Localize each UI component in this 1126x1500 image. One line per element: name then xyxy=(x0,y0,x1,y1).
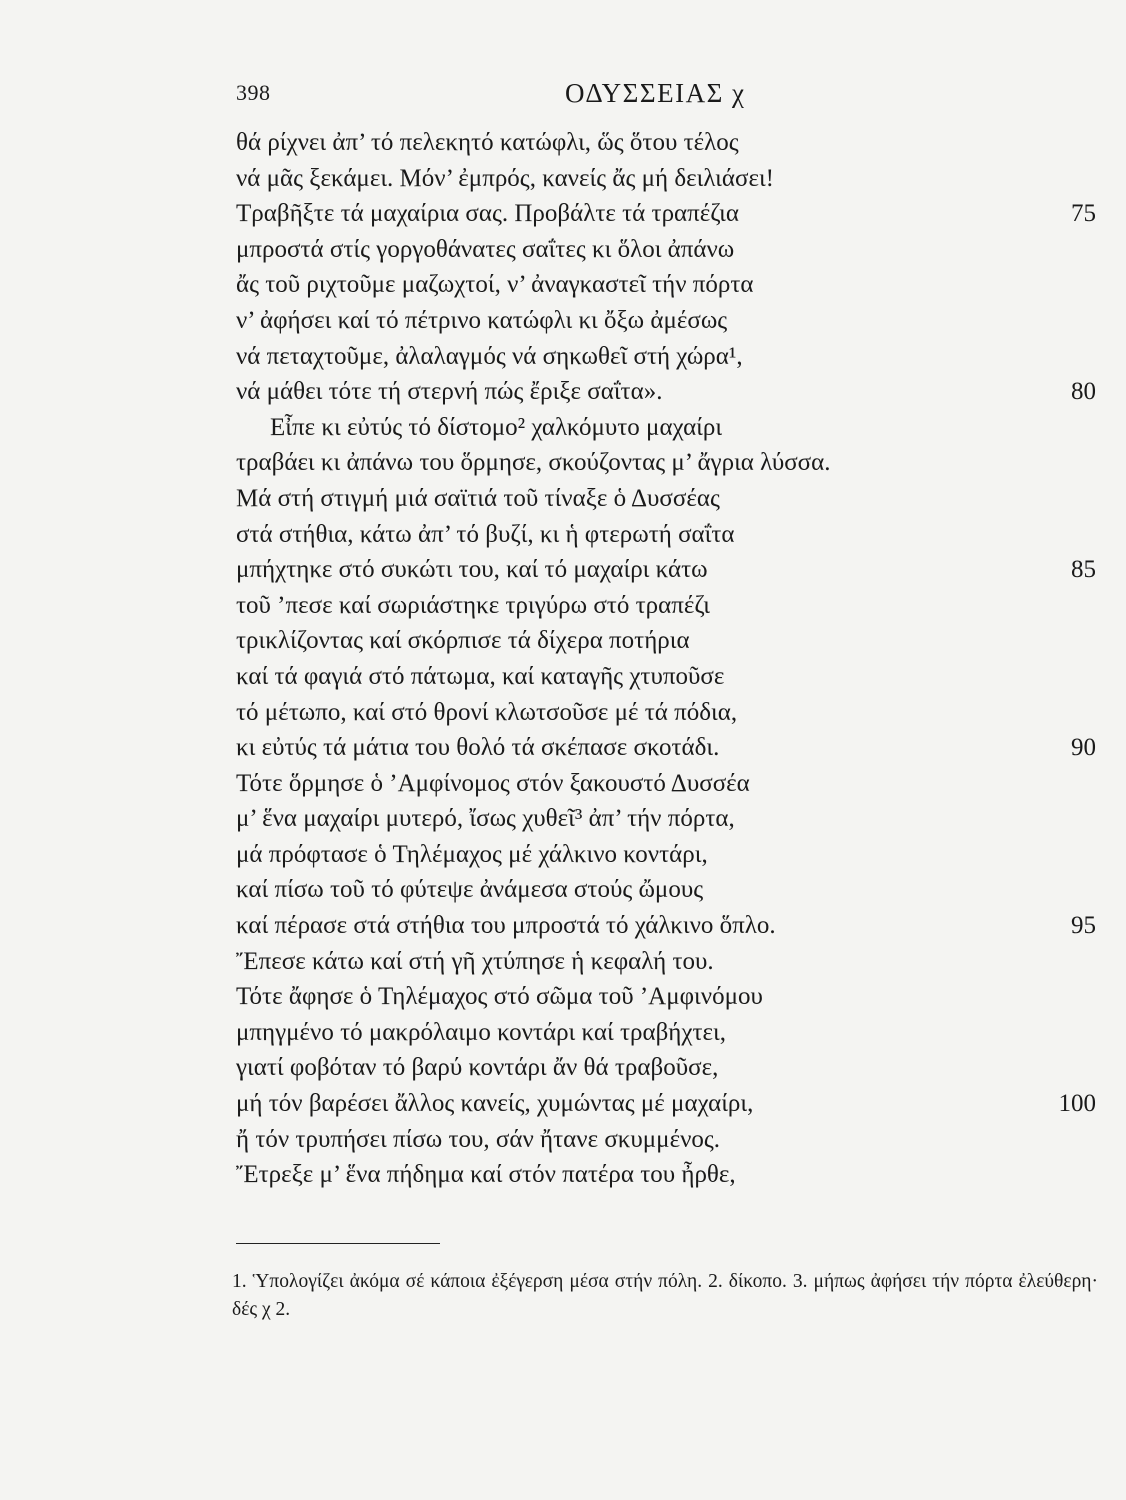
verse-text: Ἔπεσε κάτω καί στή γῆ χτύπησε ἡ κεφαλή του. xyxy=(236,947,714,975)
verse-line xyxy=(236,908,1096,944)
verse-text: μή τόν βαρέσει ἄλλος κανείς, χυμώντας μέ μαχαίρι, xyxy=(236,1090,754,1118)
verse-text: μπροστά στίς γοργοθάνατες σαΐτες κι ὅλοι ἀπάνω xyxy=(236,235,735,263)
verse-line xyxy=(236,1050,1096,1086)
verse-line xyxy=(236,161,1096,197)
verse-text: ἤ τόν τρυπήσει πίσω του, σάν ἤτανε σκυμμένος. xyxy=(236,1125,721,1153)
verse-text: καί πίσω τοῦ τό φύτεψε ἀνάμεσα στούς ὤμους xyxy=(236,876,704,904)
verse-line xyxy=(236,695,1096,731)
verse-text: κι εὐτύς τά μάτια του θολό τά σκέπασε σκοτάδι. xyxy=(236,734,720,762)
footnotes: 1. Ὑπολογίζει ἀκόμα σέ κάποια ἐξέγερση μέσα στήν πόλη. 2. δίκοπο. 3. μήπως ἀφήσει τήν πόρτα ἐλεύθερη· δές χ 2. xyxy=(232,1271,1098,1320)
verse-text: τοῦ ’πεσε καί σωριάστηκε τριγύρω στό τραπέζι xyxy=(236,591,710,619)
verse-line xyxy=(236,944,1096,980)
verse-text: νά μᾶς ξεκάμει. Μόν’ ἐμπρός, κανείς ἄς μή δειλιάσει! xyxy=(236,164,775,192)
verse-text: θά ρίχνει ἀπ’ τό πελεκητό κατώφλι, ὥς ὅτου τέλος xyxy=(236,129,739,156)
verse-line xyxy=(236,552,1096,588)
verse-line xyxy=(236,517,1096,553)
verse-text: καί πέρασε στά στήθια του μπροστά τό χάλκινο ὅπλο. xyxy=(236,912,776,940)
verse-text: καί τά φαγιά στό πάτωμα, καί καταγῆς χτυποῦσε xyxy=(236,662,725,690)
line-number: 80 xyxy=(1071,378,1096,406)
verse-line xyxy=(236,801,1096,837)
verse-line xyxy=(236,374,1096,410)
verse-line xyxy=(236,872,1096,908)
page-number: 398 xyxy=(236,80,271,105)
line-number: 100 xyxy=(1058,1090,1096,1118)
verse-line xyxy=(236,979,1096,1015)
verse-text: μπήχτηκε στό συκώτι του, καί τό μαχαίρι κάτω xyxy=(236,556,708,584)
verse-line xyxy=(236,339,1096,375)
verse-block xyxy=(236,125,1096,1193)
verse-line xyxy=(236,267,1096,303)
verse-line xyxy=(236,1015,1096,1051)
verse-line xyxy=(236,481,1096,517)
verse-line xyxy=(236,303,1096,339)
verse-text: νά πεταχτοῦμε, ἀλαλαγμός νά σηκωθεῖ στή χώρα¹, xyxy=(236,342,743,370)
verse-text: ἄς τοῦ ριχτοῦμε μαζωχτοί, ν’ ἀναγκαστεῖ τήν πόρτα xyxy=(236,271,754,299)
verse-text: μπηγμένο τό μακρόλαιμο κοντάρι καί τραβήχτει, xyxy=(236,1018,727,1046)
verse-line xyxy=(236,196,1096,232)
verse-text: Τότε ὅρμησε ὁ ’Αμφίνομος στόν ξακουστό Δυσσέα xyxy=(236,769,750,797)
verse-text: τρικλίζοντας καί σκόρπισε τά δίχερα ποτήρια xyxy=(236,627,690,655)
line-number: 95 xyxy=(1071,912,1096,940)
verse-text: Τραβῆξτε τά μαχαίρια σας. Προβάλτε τά τραπέζια xyxy=(236,200,739,228)
verse-text: τό μέτωπο, καί στό θρονί κλωτσοῦσε μέ τά πόδια, xyxy=(236,698,738,726)
footnote-divider xyxy=(236,1243,440,1244)
line-number: 90 xyxy=(1071,734,1096,762)
line-number: 85 xyxy=(1071,556,1096,584)
line-number: 75 xyxy=(1071,200,1096,228)
verse-line xyxy=(236,1157,1096,1193)
verse-line xyxy=(236,125,1096,161)
verse-line xyxy=(236,410,1096,446)
verse-text: μά πρόφτασε ὁ Τηλέμαχος μέ χάλκινο κοντάρι, xyxy=(236,840,708,868)
verse-line xyxy=(236,766,1096,802)
verse-text: μ’ ἕνα μαχαίρι μυτερό, ἴσως χυθεῖ³ ἀπ’ τήν πόρτα, xyxy=(236,805,735,833)
verse-text: τραβάει κι ἀπάνω του ὅρμησε, σκούζοντας μ’ ἄγρια λύσσα. xyxy=(236,449,831,477)
verse-line xyxy=(236,1086,1096,1122)
verse-text: Ἔτρεξε μ’ ἕνα πήδημα καί στόν πατέρα του ἦρθε, xyxy=(236,1161,736,1189)
verse-text: ν’ ἀφήσει καί τό πέτρινο κατώφλι κι ὄξω ἀμέσως xyxy=(236,306,728,334)
verse-line xyxy=(236,588,1096,624)
verse-line xyxy=(236,1122,1096,1158)
verse-text: Τότε ἄφησε ὁ Τηλέμαχος στό σῶμα τοῦ ’Αμφινόμου xyxy=(236,983,763,1011)
verse-text: Εἶπε κι εὐτύς τό δίστομο² χαλκόμυτο μαχαίρι xyxy=(270,413,723,441)
verse-line xyxy=(236,623,1096,659)
verse-line xyxy=(236,445,1096,481)
verse-text: γιατί φοβόταν τό βαρύ κοντάρι ἄν θά τραβοῦσε, xyxy=(236,1054,719,1082)
verse-text: νά μάθει τότε τή στερνή πώς ἔριξε σαΐτα». xyxy=(236,378,663,406)
running-title: ΟΔΥΣΣΕΙΑΣ χ xyxy=(565,78,746,108)
verse-text: Μά στή στιγμή μιά σαϊτιά τοῦ τίναξε ὁ Δυσσέας xyxy=(236,484,720,512)
verse-line xyxy=(236,232,1096,268)
verse-line xyxy=(236,730,1096,766)
verse-text: στά στήθια, κάτω ἀπ’ τό βυζί, κι ἡ φτερωτή σαΐτα xyxy=(236,520,735,548)
verse-line xyxy=(236,837,1096,873)
verse-line xyxy=(236,659,1096,695)
